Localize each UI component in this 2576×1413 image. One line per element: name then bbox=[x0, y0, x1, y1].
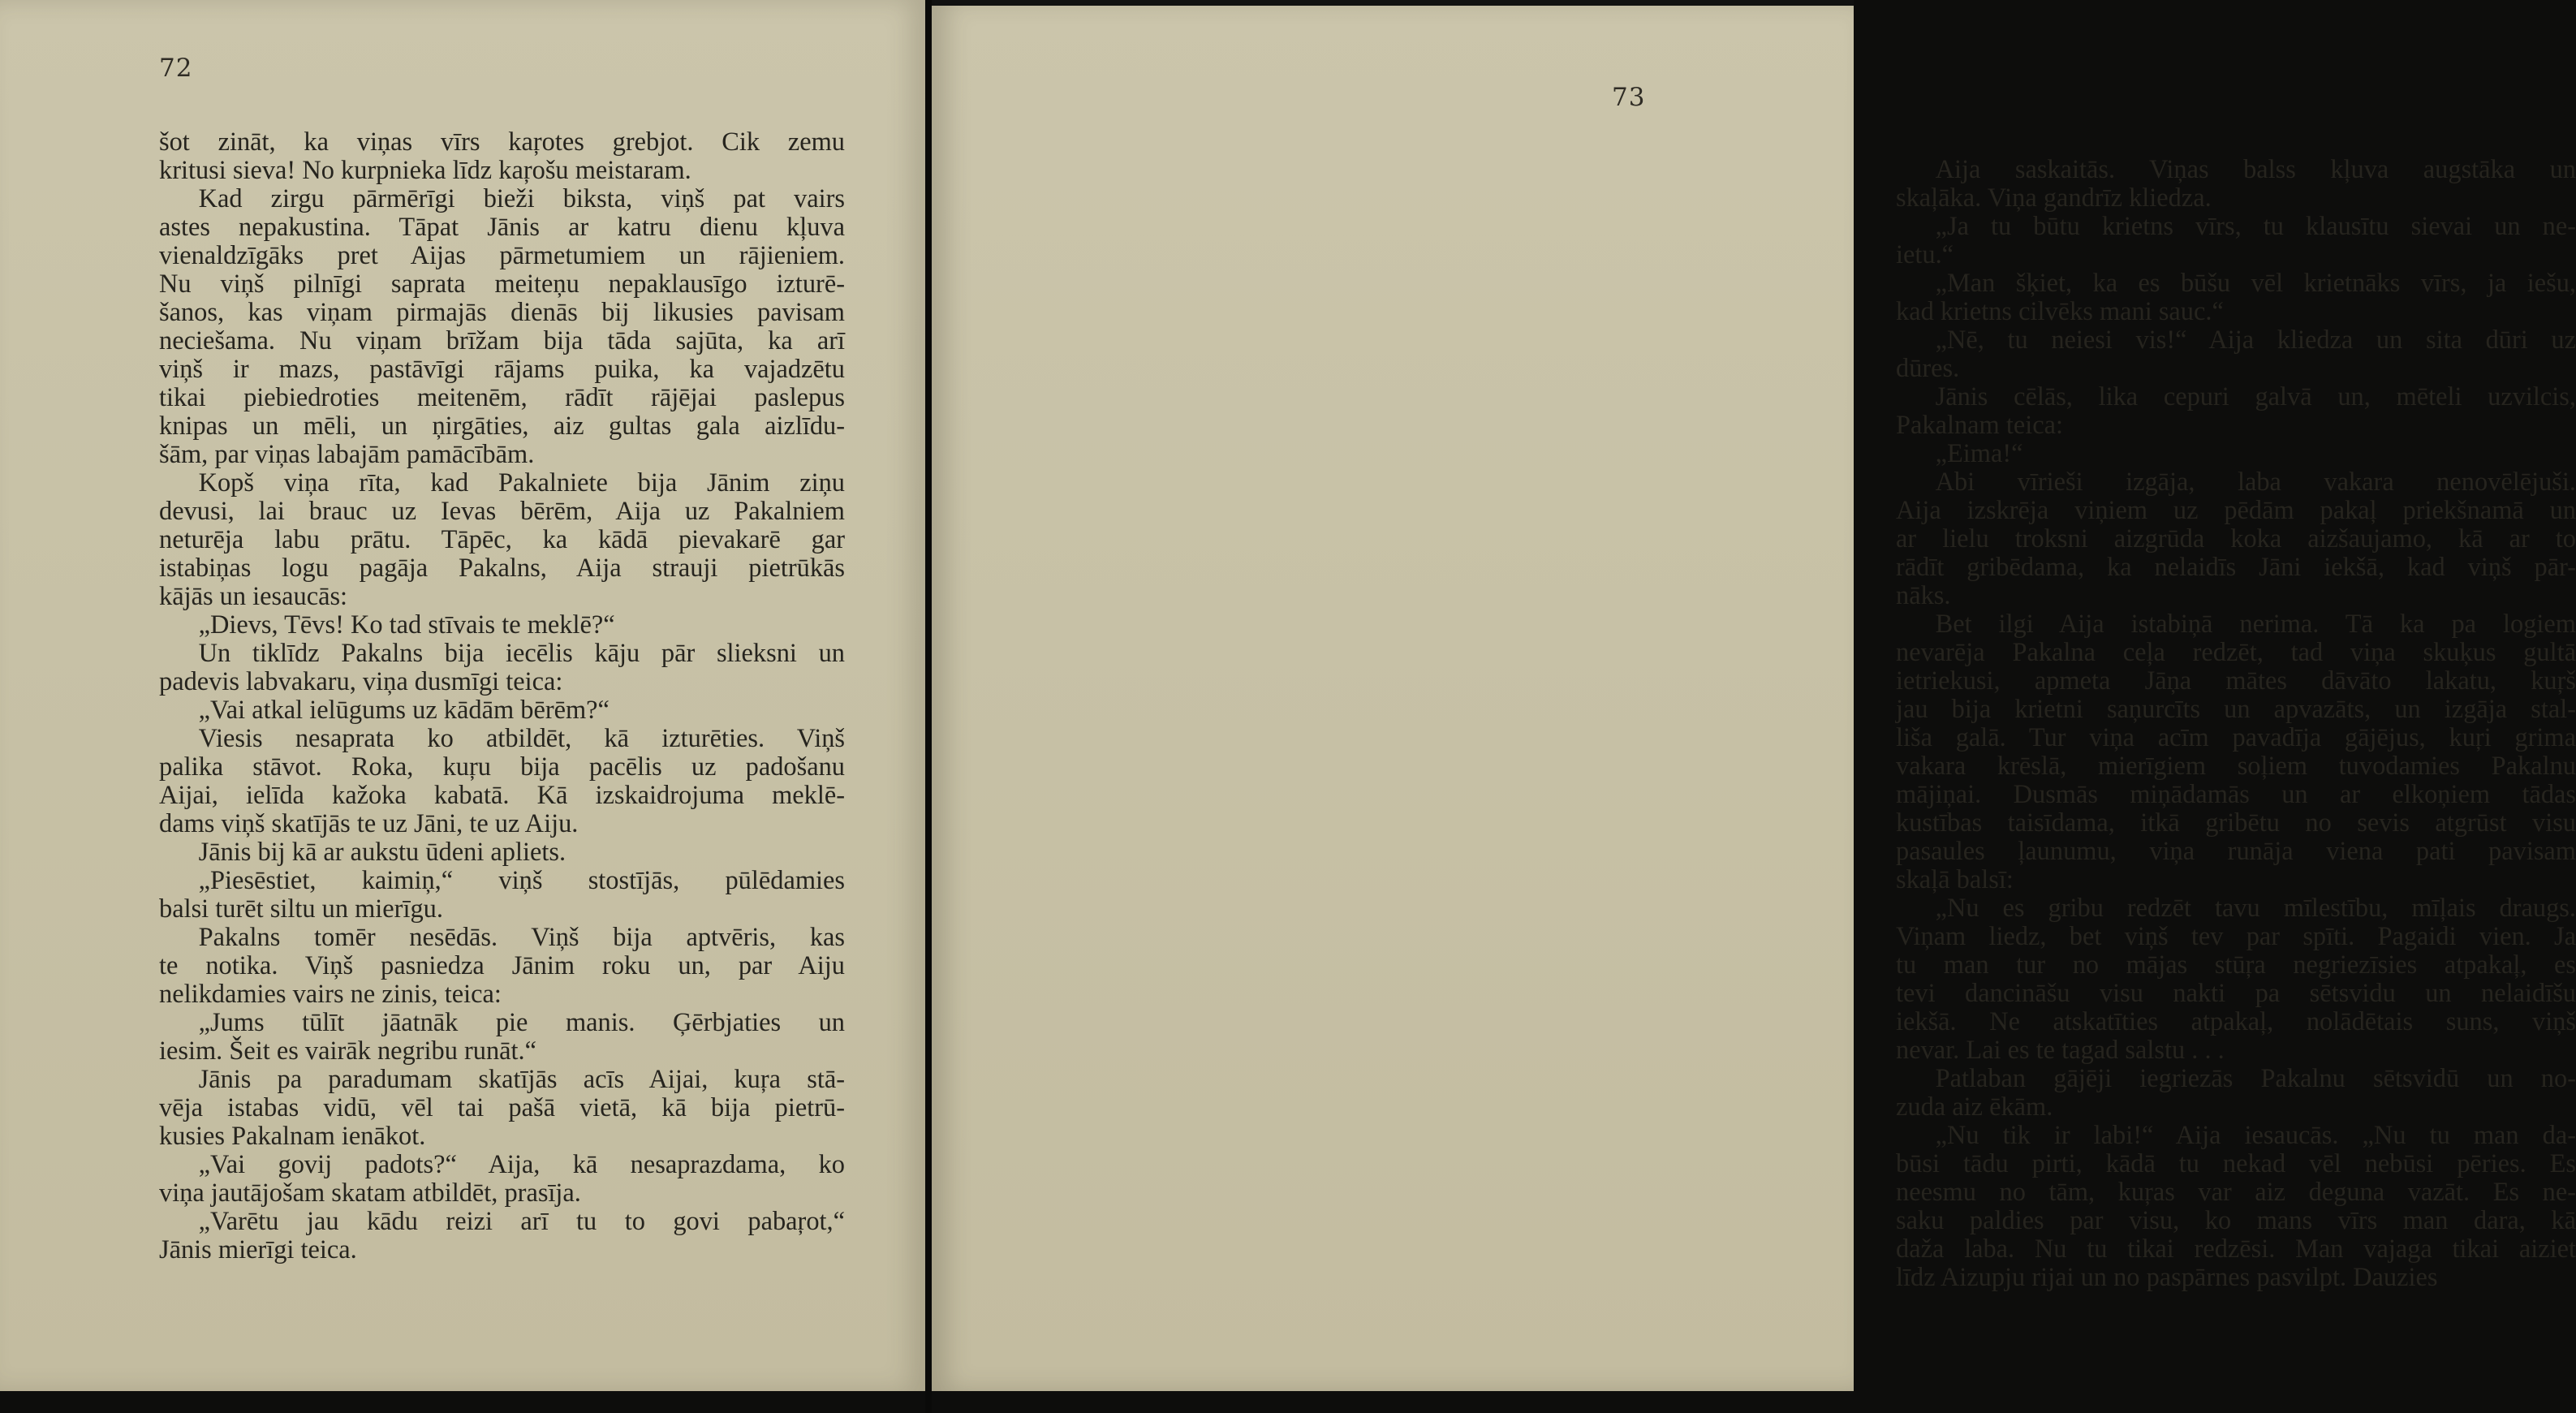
text-line: kustības taisīdama, itkā gribētu no sevis atgrūst visu bbox=[1896, 808, 2576, 838]
right-page bbox=[932, 0, 2576, 1391]
text-line: līdz Aizupju rijai un no paspārnes pasvilpt. Dauzies bbox=[1896, 1263, 2438, 1292]
text-line: istabiņas logu pagāja Pakalns, Aija strauji pietrūkās bbox=[159, 554, 845, 583]
text-line: daža laba. Nu tu tikai redzēsi. Man vajaga tikai aiziet bbox=[1896, 1234, 2576, 1264]
text-line: „Nu tik ir labi!“ Aija iesaucās. „Nu tu man da- bbox=[1896, 1121, 2576, 1150]
text-line: Pakalnam teica: bbox=[1896, 411, 2063, 440]
text-line: mājiņai. Dusmās miņādamās un ar elkoņiem tādas bbox=[1896, 780, 2576, 809]
text-line: „Vai atkal ielūgums uz kādām bērēm?“ bbox=[159, 696, 610, 725]
text-line: vēja istabas vidū, vēl tai pašā vietā, kā bija pietrū- bbox=[159, 1093, 845, 1122]
text-line: jau bija krietni saņurcīts un apvazāts, un izgāja stal- bbox=[1896, 695, 2576, 724]
text-line: Aija saskaitās. Viņas balss kļuva augstāka un bbox=[1896, 155, 2576, 184]
text-line: šanos, kas viņam pirmajās dienās bij likusies pavisam bbox=[159, 298, 845, 327]
book-gutter bbox=[925, 0, 932, 1413]
page-number: 73 bbox=[1612, 83, 1646, 112]
text-line: „Man šķiet, ka es būšu vēl krietnāks vīrs, ja iešu, bbox=[1896, 269, 2576, 298]
text-line: liša galā. Tur viņa acīm pavadīja gājējus, kuŗi grima bbox=[1896, 723, 2576, 752]
text-line: te notika. Viņš pasniedza Jānim roku un, par Aiju bbox=[159, 951, 845, 980]
text-line: Kopš viņa rīta, kad Pakalniete bija Jānim ziņu bbox=[159, 468, 845, 498]
text-line: nāks. bbox=[1896, 581, 1951, 610]
text-line: vakara krēslā, mierīgiem soļiem tuvodamies Pakalnu bbox=[1896, 752, 2576, 781]
text-line: viņa jautājošam skatam atbildēt, prasīja. bbox=[159, 1178, 581, 1208]
text-line: Aijai, ielīda kažoka kabatā. Kā izskaidrojuma meklē- bbox=[159, 781, 845, 810]
text-line: „Eima!“ bbox=[1896, 439, 2023, 468]
text-line: Viņam liedz, bet viņš tev par spīti. Pagaidi vien. Ja bbox=[1896, 922, 2576, 951]
text-line: Patlaban gājēji iegriezās Pakalnu sētsvidū un no- bbox=[1896, 1064, 2576, 1093]
text-line: nevar. Lai es te tagad salstu . . . bbox=[1896, 1036, 2225, 1065]
text-line: pasaules ļaunumu, viņa runāja viena pati pavisam bbox=[1896, 837, 2576, 866]
text-line: „Nu es gribu redzēt tavu mīlestību, mīļais draugs. bbox=[1896, 894, 2576, 923]
text-line: „Piesēstiet, kaimiņ,“ viņš stostījās, pūlēdamies bbox=[159, 866, 845, 895]
text-line: „Nē, tu neiesi vis!“ Aija kliedza un sita dūri uz bbox=[1896, 325, 2576, 355]
text-line: knipas un mēli, un ņirgāties, aiz gultas gala aizlīdu- bbox=[159, 411, 845, 441]
text-line: Aija izskrēja viņiem uz pēdām pakaļ priekšnamā un bbox=[1896, 496, 2576, 525]
body-text bbox=[159, 128, 845, 1264]
page-top-edge bbox=[932, 0, 1854, 6]
text-line: Nu viņš pilnīgi saprata meiteņu nepaklausīgo izturē- bbox=[159, 269, 845, 299]
text-line: padevis labvakaru, viņa dusmīgi teica: bbox=[159, 667, 563, 696]
text-line: viņš ir mazs, pastāvīgi rājams puika, ka vajadzētu bbox=[159, 355, 845, 384]
text-line: iesim. Šeit es vairāk negribu runāt.“ bbox=[159, 1036, 537, 1066]
text-line: kusies Pakalnam ienākot. bbox=[159, 1122, 426, 1151]
text-line: devusi, lai brauc uz Ievas bērēm, Aija uz Pakalniem bbox=[159, 497, 845, 526]
text-line: skaļā balsī: bbox=[1896, 865, 2014, 894]
text-line: dūres. bbox=[1896, 354, 1960, 383]
text-line: kritusi sieva! No kurpnieka līdz kaŗošu meistaram. bbox=[159, 156, 691, 185]
text-line: astes nepakustina. Tāpat Jānis ar katru dienu kļuva bbox=[159, 213, 845, 242]
text-line: „Ja tu būtu krietns vīrs, tu klausītu sievai un ne- bbox=[1896, 212, 2576, 241]
text-line: šām, par viņas labajām pamācībām. bbox=[159, 440, 535, 469]
text-line: ar lielu troksni aizgrūda koka aizšaujamo, kā ar to bbox=[1896, 524, 2576, 554]
text-line: Viesis nesaprata ko atbildēt, kā izturēties. Viņš bbox=[159, 724, 845, 753]
text-line: neesmu no tām, kuŗas var aiz deguna vazāt. Es ne- bbox=[1896, 1178, 2576, 1207]
text-line: šot zināt, ka viņas vīrs kaŗotes grebjot. Cik zemu bbox=[159, 127, 845, 157]
text-line: tu man tur no mājas stūŗa negriezīsies atpakaļ, es bbox=[1896, 950, 2576, 980]
text-line: palika stāvot. Roka, kuŗu bija pacēlis uz padošanu bbox=[159, 752, 845, 782]
text-line: skaļāka. Viņa gandrīz kliedza. bbox=[1896, 183, 2212, 213]
text-line: iekšā. Ne atskatīties atpakaļ, nolādētais suns, viņš bbox=[1896, 1007, 2576, 1036]
text-line: kājās un iesaucās: bbox=[159, 582, 348, 611]
text-line: tikai piebiedroties meitenēm, rādīt rājējai paslepus bbox=[159, 383, 845, 412]
text-line: „Dievs, Tēvs! Ko tad stīvais te meklē?“ bbox=[159, 610, 615, 640]
text-line: Jānis bij kā ar aukstu ūdeni apliets. bbox=[159, 838, 566, 867]
text-line: Jānis cēlās, lika cepuri galvā un, mēteli uzvilcis, bbox=[1896, 382, 2576, 411]
text-line: saku paldies par visu, ko mans vīrs man dara, kā bbox=[1896, 1206, 2576, 1235]
text-line: „Varētu jau kādu reizi arī tu to govi pabaŗot,“ bbox=[159, 1207, 845, 1236]
text-line: vienaldzīgāks pret Aijas pārmetumiem un rājieniem. bbox=[159, 241, 845, 270]
text-line: Jānis mierīgi teica. bbox=[159, 1235, 357, 1264]
text-line: Bet ilgi Aija istabiņā nerima. Tā ka pa logiem bbox=[1896, 610, 2576, 639]
text-line: Pakalns tomēr nesēdās. Viņš bija aptvēris, kas bbox=[159, 923, 845, 952]
text-line: „Vai govij padots?“ Aija, kā nesaprazdama, ko bbox=[159, 1150, 845, 1179]
text-line: neturēja labu prātu. Tāpēc, ka kādā pievakarē gar bbox=[159, 525, 845, 554]
text-line: dams viņš skatījās te uz Jāni, te uz Aiju. bbox=[159, 809, 579, 838]
text-line: Kad zirgu pārmērīgi bieži biksta, viņš pat vairs bbox=[159, 184, 845, 213]
text-line: kad krietns cilvēks mani sauc.“ bbox=[1896, 297, 2224, 326]
text-line: Abi vīrieši izgāja, laba vakara nenovēlējuši. bbox=[1896, 467, 2576, 497]
text-line: būsi tādu pirti, kādā tu nekad vēl nebūsi pēries. Es bbox=[1896, 1149, 2576, 1178]
left-page bbox=[0, 0, 925, 1391]
text-line: „Jums tūlīt jāatnāk pie manis. Ģērbjaties un bbox=[159, 1008, 845, 1037]
text-line: tevi dancināšu visu nakti pa sētsvidu un nelaidīšu bbox=[1896, 979, 2576, 1008]
body-text bbox=[1896, 156, 2576, 1292]
page-number: 72 bbox=[159, 54, 193, 83]
text-line: Un tiklīdz Pakalns bija iecēlis kāju pār slieksni un bbox=[159, 639, 845, 668]
text-line: nelikdamies vairs ne zinis, teica: bbox=[159, 980, 502, 1009]
text-line: rādīt gribēdama, ka nelaidīs Jāni iekšā, kad viņš pār- bbox=[1896, 553, 2576, 582]
text-line: neciešama. Nu viņam brīžam bija tāda sajūta, ka arī bbox=[159, 326, 845, 355]
text-line: nevarēja Pakalna ceļa redzēt, tad viņa skuķus gultā bbox=[1896, 638, 2576, 667]
text-line: balsi turēt siltu un mierīgu. bbox=[159, 894, 443, 924]
text-line: Jānis pa paradumam skatījās acīs Aijai, kuŗa stā- bbox=[159, 1065, 845, 1094]
text-line: zuda aiz ēkām. bbox=[1896, 1092, 2053, 1122]
text-line: ietu.“ bbox=[1896, 240, 1954, 269]
text-line: ietriekusi, apmeta Jāņa mātes dāvāto lakatu, kuŗš bbox=[1896, 666, 2576, 696]
